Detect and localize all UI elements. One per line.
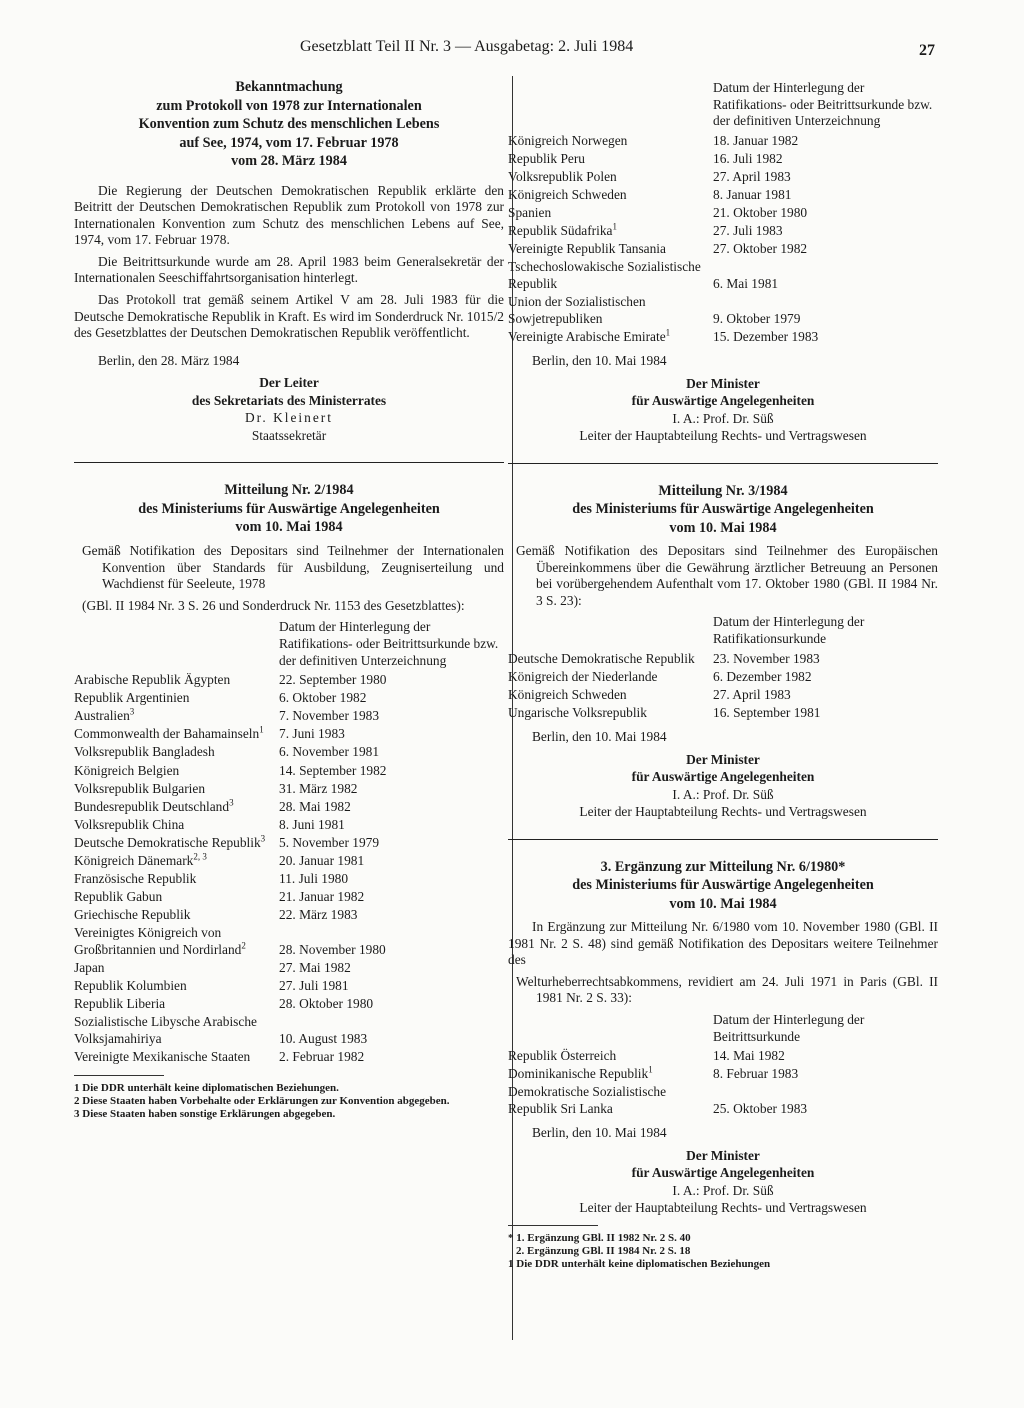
title-line: Mitteilung Nr. 2/1984 [224,482,354,499]
deposit-date: 16. September 1981 [713,704,821,720]
state-text: Dominikanische Republik [508,1066,649,1082]
deposit-date: 21. Januar 1982 [279,889,365,905]
state-name [74,996,279,1014]
intro: Gemäß Notifikation des Depositars sind Teilnehmer der Internationalen Konvention über Standards für Ausbildung, Zeugniserteilung und Wachdienst für Seeleute, 1978 [82,542,504,592]
title-date: vom 28. März 1984 [231,153,347,169]
state-name [508,241,713,259]
deposit-date: 10. August 1983 [279,1030,368,1046]
states-table [508,614,938,723]
title-line: Konvention zum Schutz des menschlichen Lebens [138,116,440,132]
sig-line: Leiter der Hauptabteilung Rechts- und Vertragswesen [579,1200,867,1216]
state-text: Deutsche Demokratische Republik [74,834,261,850]
paragraph: Das Protokoll trat gemäß seinem Artikel V am 28. Juli 1983 für die Deutsche Demokratische Republik in Kraft. Es wird im Sonderdruck Nr. 1015/2 des Gesetzblattes der Deutschen Demokratischen Republik veröffentlicht. [74,292,504,341]
place-date: Berlin, den 28. März 1984 [98,352,240,368]
state-text: Sozialistische Libysche Arabische Volksjamahiriya [74,1014,257,1046]
footnote-ref: 2, 3 [193,851,207,862]
table-row [74,744,504,762]
deposit-date: 20. Januar 1981 [279,853,365,869]
table-row [508,187,938,205]
table-row [74,726,504,744]
table-row [508,1084,938,1119]
title-date: vom 10. Mai 1984 [235,519,343,536]
sig-line: Der Minister [686,751,760,767]
state-name [508,687,713,705]
state-text: Vereinigte Arabische Emirate [508,328,666,344]
table-row [74,871,504,889]
footnote-rule [508,1225,598,1226]
section-rule [508,839,938,840]
deposit-date: 9. Oktober 1979 [713,310,801,326]
sig-line: Leiter der Hauptabteilung Rechts- und Vertragswesen [579,804,867,820]
state-name [74,672,279,690]
deposit-date: 11. Juli 1980 [279,871,349,887]
state-name [74,853,279,871]
state-text: Japan [74,960,105,976]
title-line: Bekanntmachung [235,79,343,95]
deposit-date: 7. Juni 1983 [279,726,345,742]
table-row [508,1048,938,1066]
title-line: des Ministeriums für Auswärtige Angelegenheiten [138,500,440,517]
deposit-date: 28. Oktober 1980 [279,996,374,1012]
state-text: Volksrepublik Bulgarien [74,780,206,796]
title-line: des Ministeriums für Auswärtige Angelegenheiten [572,501,874,517]
deposit-date: 15. Dezember 1983 [713,328,819,344]
title-line: 3. Ergänzung zur Mitteilung Nr. 6/1980* [600,858,846,875]
deposit-date: 31. März 1982 [279,780,358,796]
deposit-date: 27. Juli 1981 [279,978,349,994]
state-name [74,708,279,726]
footnote: 2. Ergänzung GBl. II 1984 Nr. 2 S. 18 [516,1244,691,1257]
state-text: Griechische Republik [74,907,191,923]
state-name [508,705,713,723]
table-row [74,978,504,996]
state-text: Königreich der Niederlande [508,668,658,684]
title-line: des Ministeriums für Auswärtige Angelegenheiten [572,877,874,894]
state-text: Republik Gabun [74,889,163,905]
deposit-date: 14. Mai 1982 [713,1048,785,1064]
state-text: Königreich Belgien [74,762,180,778]
state-name [74,925,279,960]
signatory: I. A.: Prof. Dr. Süß [672,1182,774,1198]
s3-title [508,482,938,538]
state-name [74,960,279,978]
footnote: * 1. Ergänzung GBl. II 1982 Nr. 2 S. 40 [508,1231,691,1244]
signature-block [74,374,504,444]
state-text: Union der Sozialistischen Sowjetrepubliken [508,294,646,326]
table-row [74,889,504,907]
s2-title [74,481,504,537]
state-text: Vereinigtes Königreich von Großbritannien und Nordirland [74,925,242,957]
sig-line: für Auswärtige Angelegenheiten [631,393,815,408]
deposit-date: 28. November 1980 [279,942,386,957]
state-name [508,669,713,687]
title-line: zum Protokoll von 1978 zur Internationalen [156,97,422,114]
signature-block [508,751,938,821]
sig-line: des Sekretariats des Ministerrates [191,392,387,408]
sig-line: für Auswärtige Angelegenheiten [631,769,815,785]
state-name [74,871,279,889]
column-header: Datum der Hinterlegung der Ratifikationsurkunde [713,614,865,646]
state-text: Republik Österreich [508,1048,617,1064]
state-text: Republik Liberia [74,996,166,1012]
state-text: Commonwealth der Bahamainseln [74,726,260,742]
place-date: Berlin, den 10. Mai 1984 [532,352,667,368]
signature-block [508,375,938,445]
table-row [508,223,938,241]
intro: In Ergänzung zur Mitteilung Nr. 6/1980 vom 10. November 1980 (GBl. II 1981 Nr. 2 S. 48) sind gemäß Notifikation des Depositars weitere Teilnehmer des [508,919,938,968]
state-text: Republik Argentinien [74,690,190,706]
deposit-date: 8. Januar 1981 [713,187,792,203]
deposit-date: 6. Oktober 1982 [279,690,367,706]
deposit-date: 21. Oktober 1980 [713,205,808,221]
footnote: 2 Diese Staaten haben Vorbehalte oder Erklärungen zur Konvention abgegeben. [74,1095,450,1108]
running-header: Gesetzblatt Teil II Nr. 3 — Ausgabetag: 2. Juli 1984 [300,38,634,55]
state-name [508,205,713,223]
state-name [74,1049,279,1067]
table-row [74,996,504,1014]
title-line: auf See, 1974, vom 17. Februar 1978 [179,134,399,151]
table-row [508,133,938,151]
state-name [508,151,713,169]
state-name [74,978,279,996]
table-row [74,907,504,925]
signatory: I. A.: Prof. Dr. Süß [672,786,774,802]
title-date: vom 10. Mai 1984 [669,519,777,536]
state-text: Australien [74,708,130,724]
footnote-rule [74,1075,164,1076]
column-header: Datum der Hinterlegung der Ratifikations- oder Beitrittsurkunde bzw. der definitiven Unterzeichnung [279,619,499,668]
state-name [508,169,713,187]
sig-line: Der Minister [686,1147,760,1163]
state-text: Arabische Republik Ägypten [74,672,231,688]
table-row [508,1066,938,1084]
deposit-date: 8. Juni 1981 [279,816,345,832]
table-row [508,687,938,705]
deposit-date: 8. Februar 1983 [713,1066,799,1082]
state-name [508,259,713,294]
deposit-date: 7. November 1983 [279,708,380,724]
table-row [508,669,938,687]
deposit-date: 23. November 1983 [713,650,820,666]
state-name [74,1014,279,1049]
state-name [508,329,713,347]
section-rule [508,463,938,464]
deposit-date: 28. Mai 1982 [279,798,351,814]
place-date: Berlin, den 10. Mai 1984 [532,1125,667,1141]
table-row [508,169,938,187]
deposit-date: 16. Juli 1982 [713,150,783,166]
title-date: vom 10. Mai 1984 [669,895,777,912]
deposit-date: 27. Juli 1983 [713,223,783,239]
left-column [74,78,504,1121]
state-name [74,799,279,817]
section-rule [74,462,504,463]
s1-title [74,78,504,171]
table-row [508,241,938,259]
table-row [508,294,938,329]
states-table [74,619,504,1067]
signatory: Dr. Kleinert [245,410,333,426]
table-row [74,690,504,708]
footnote-ref: 1 [648,1064,653,1075]
state-text: Volksrepublik Bangladesh [74,744,215,760]
intro: Gemäß Notifikation des Depositars sind Teilnehmer des Europäischen Übereinkommens über die Gewährung ärztlicher Betreuung an Personen bei vorübergehendem Aufenthalt vom 17. Oktober 1980 (GBl. II 1984 Nr. 3 S. 23): [516,543,938,608]
state-name [508,223,713,241]
table-row [508,151,938,169]
signature-block [508,1147,938,1217]
state-text: Spanien [508,205,552,221]
page-number: 27 [919,42,935,59]
table-row [508,259,938,294]
state-name [74,835,279,853]
table-row [508,651,938,669]
states-table [508,1012,938,1119]
state-text: Demokratische Sozialistische Republik Sri Lanka [508,1084,667,1116]
sig-line: für Auswärtige Angelegenheiten [631,1165,815,1181]
state-text: Volksrepublik China [74,816,185,832]
state-name [508,651,713,669]
column-header: Datum der Hinterlegung der Ratifikations- oder Beitrittsurkunde bzw. der definitiven Unterzeichnung [713,80,933,129]
footnote-ref: 1 [612,221,618,232]
state-text: Vereinigte Republik Tansania [508,241,666,257]
states-table-continued [508,80,938,347]
state-text: Republik Kolumbien [74,978,187,994]
table-row [74,781,504,799]
deposit-date: 27. April 1983 [713,168,791,184]
footnote: 1 Die DDR unterhält keine diplomatischen Beziehungen [508,1257,771,1270]
state-name [508,1084,713,1119]
state-text: Volksrepublik Polen [508,168,617,184]
column-header: Datum der Hinterlegung der Beitrittsurkunde [713,1012,865,1044]
state-text: Tschechoslowakische Sozialistische Republik [508,259,701,292]
table-row [74,960,504,978]
state-name [74,763,279,781]
table-row [74,1049,504,1067]
state-text: Königreich Dänemark [74,853,194,869]
state-name [74,907,279,925]
state-name [508,187,713,205]
state-text: Bundesrepublik Deutschland [74,798,230,814]
table-row [74,835,504,853]
deposit-date: 5. November 1979 [279,834,380,850]
footnote-ref: 3 [129,706,135,717]
footnote: 1 Die DDR unterhält keine diplomatischen Beziehungen. [74,1082,339,1095]
deposit-date: 6. November 1981 [279,744,380,760]
deposit-date: 27. Oktober 1982 [713,241,808,257]
state-name [74,817,279,835]
footnote-ref: 2 [241,940,246,951]
intro: (GBl. II 1984 Nr. 3 S. 26 und Sonderdruck Nr. 1153 des Gesetzblattes): [82,597,465,613]
intro: Welturheberrechtsabkommens, revidiert am 24. Juli 1971 in Paris (GBl. II 1981 Nr. 2 S. 33): [516,973,938,1006]
table-row [74,708,504,726]
sig-line: Leiter der Hauptabteilung Rechts- und Vertragswesen [579,428,867,443]
sig-line: Staatssekretär [251,427,327,443]
footnote-ref: 1 [259,724,264,735]
footnote: 3 Diese Staaten haben sonstige Erklärungen abgegeben. [74,1108,336,1121]
table-row [74,763,504,781]
footnote-ref: 3 [260,833,266,844]
table-row [74,853,504,871]
deposit-date: 27. Mai 1982 [279,960,351,976]
state-text: Republik Südafrika [508,223,613,239]
sig-line: Der Leiter [259,375,319,391]
state-text: Französische Republik [74,871,197,887]
state-name [508,133,713,151]
deposit-date: 6. Mai 1981 [713,276,779,292]
state-text: Königreich Schweden [508,686,627,702]
sig-line: Der Minister [686,375,760,391]
state-name [508,294,713,329]
table-row [74,817,504,835]
deposit-date: 27. April 1983 [713,686,791,702]
deposit-date: 25. Oktober 1983 [713,1100,808,1116]
right-column [508,80,938,1271]
state-text: Deutsche Demokratische Republik [508,650,695,666]
state-name [508,1048,713,1066]
state-text: Ungarische Volksrepublik [508,704,647,720]
table-row [74,799,504,817]
state-name [508,1066,713,1084]
table-row [508,205,938,223]
state-name [74,889,279,907]
s4-title [508,858,938,914]
footnote-ref: 3 [229,797,234,808]
paragraph: Die Regierung der Deutschen Demokratischen Republik erklärte den Beitritt der Deutschen Demokratischen Republik zum Protokoll von 1978 zur Internationalen Konvention zum Schutz des menschlichen Lebens auf See, 1974, vom 17. Februar 1978. [74,182,504,248]
deposit-date: 2. Februar 1982 [279,1049,365,1065]
place-date: Berlin, den 10. Mai 1984 [532,728,667,744]
table-row [74,672,504,690]
state-name [74,781,279,799]
table-row [74,925,504,960]
deposit-date: 14. September 1982 [279,762,387,778]
state-name [74,690,279,708]
deposit-date: 22. September 1980 [279,672,387,688]
deposit-date: 18. Januar 1982 [713,132,799,148]
state-name [74,744,279,762]
state-name [74,726,279,744]
deposit-date: 6. Dezember 1982 [713,668,812,684]
state-text: Königreich Schweden [508,187,627,203]
state-text: Republik Peru [508,150,585,166]
deposit-date: 22. März 1983 [279,907,358,923]
table-row [508,329,938,347]
state-text: Vereinigte Mexikanische Staaten [74,1049,251,1065]
paragraph: Die Beitrittsurkunde wurde am 28. April 1983 beim Generalsekretär der Internationalen Seeschiffahrtsorganisation hinterlegt. [74,253,504,286]
table-row [508,705,938,723]
table-row [74,1014,504,1049]
signatory: I. A.: Prof. Dr. Süß [672,410,774,426]
state-text: Königreich Norwegen [508,132,628,148]
title-line: Mitteilung Nr. 3/1984 [658,482,788,499]
footnote-ref: 1 [665,327,671,338]
